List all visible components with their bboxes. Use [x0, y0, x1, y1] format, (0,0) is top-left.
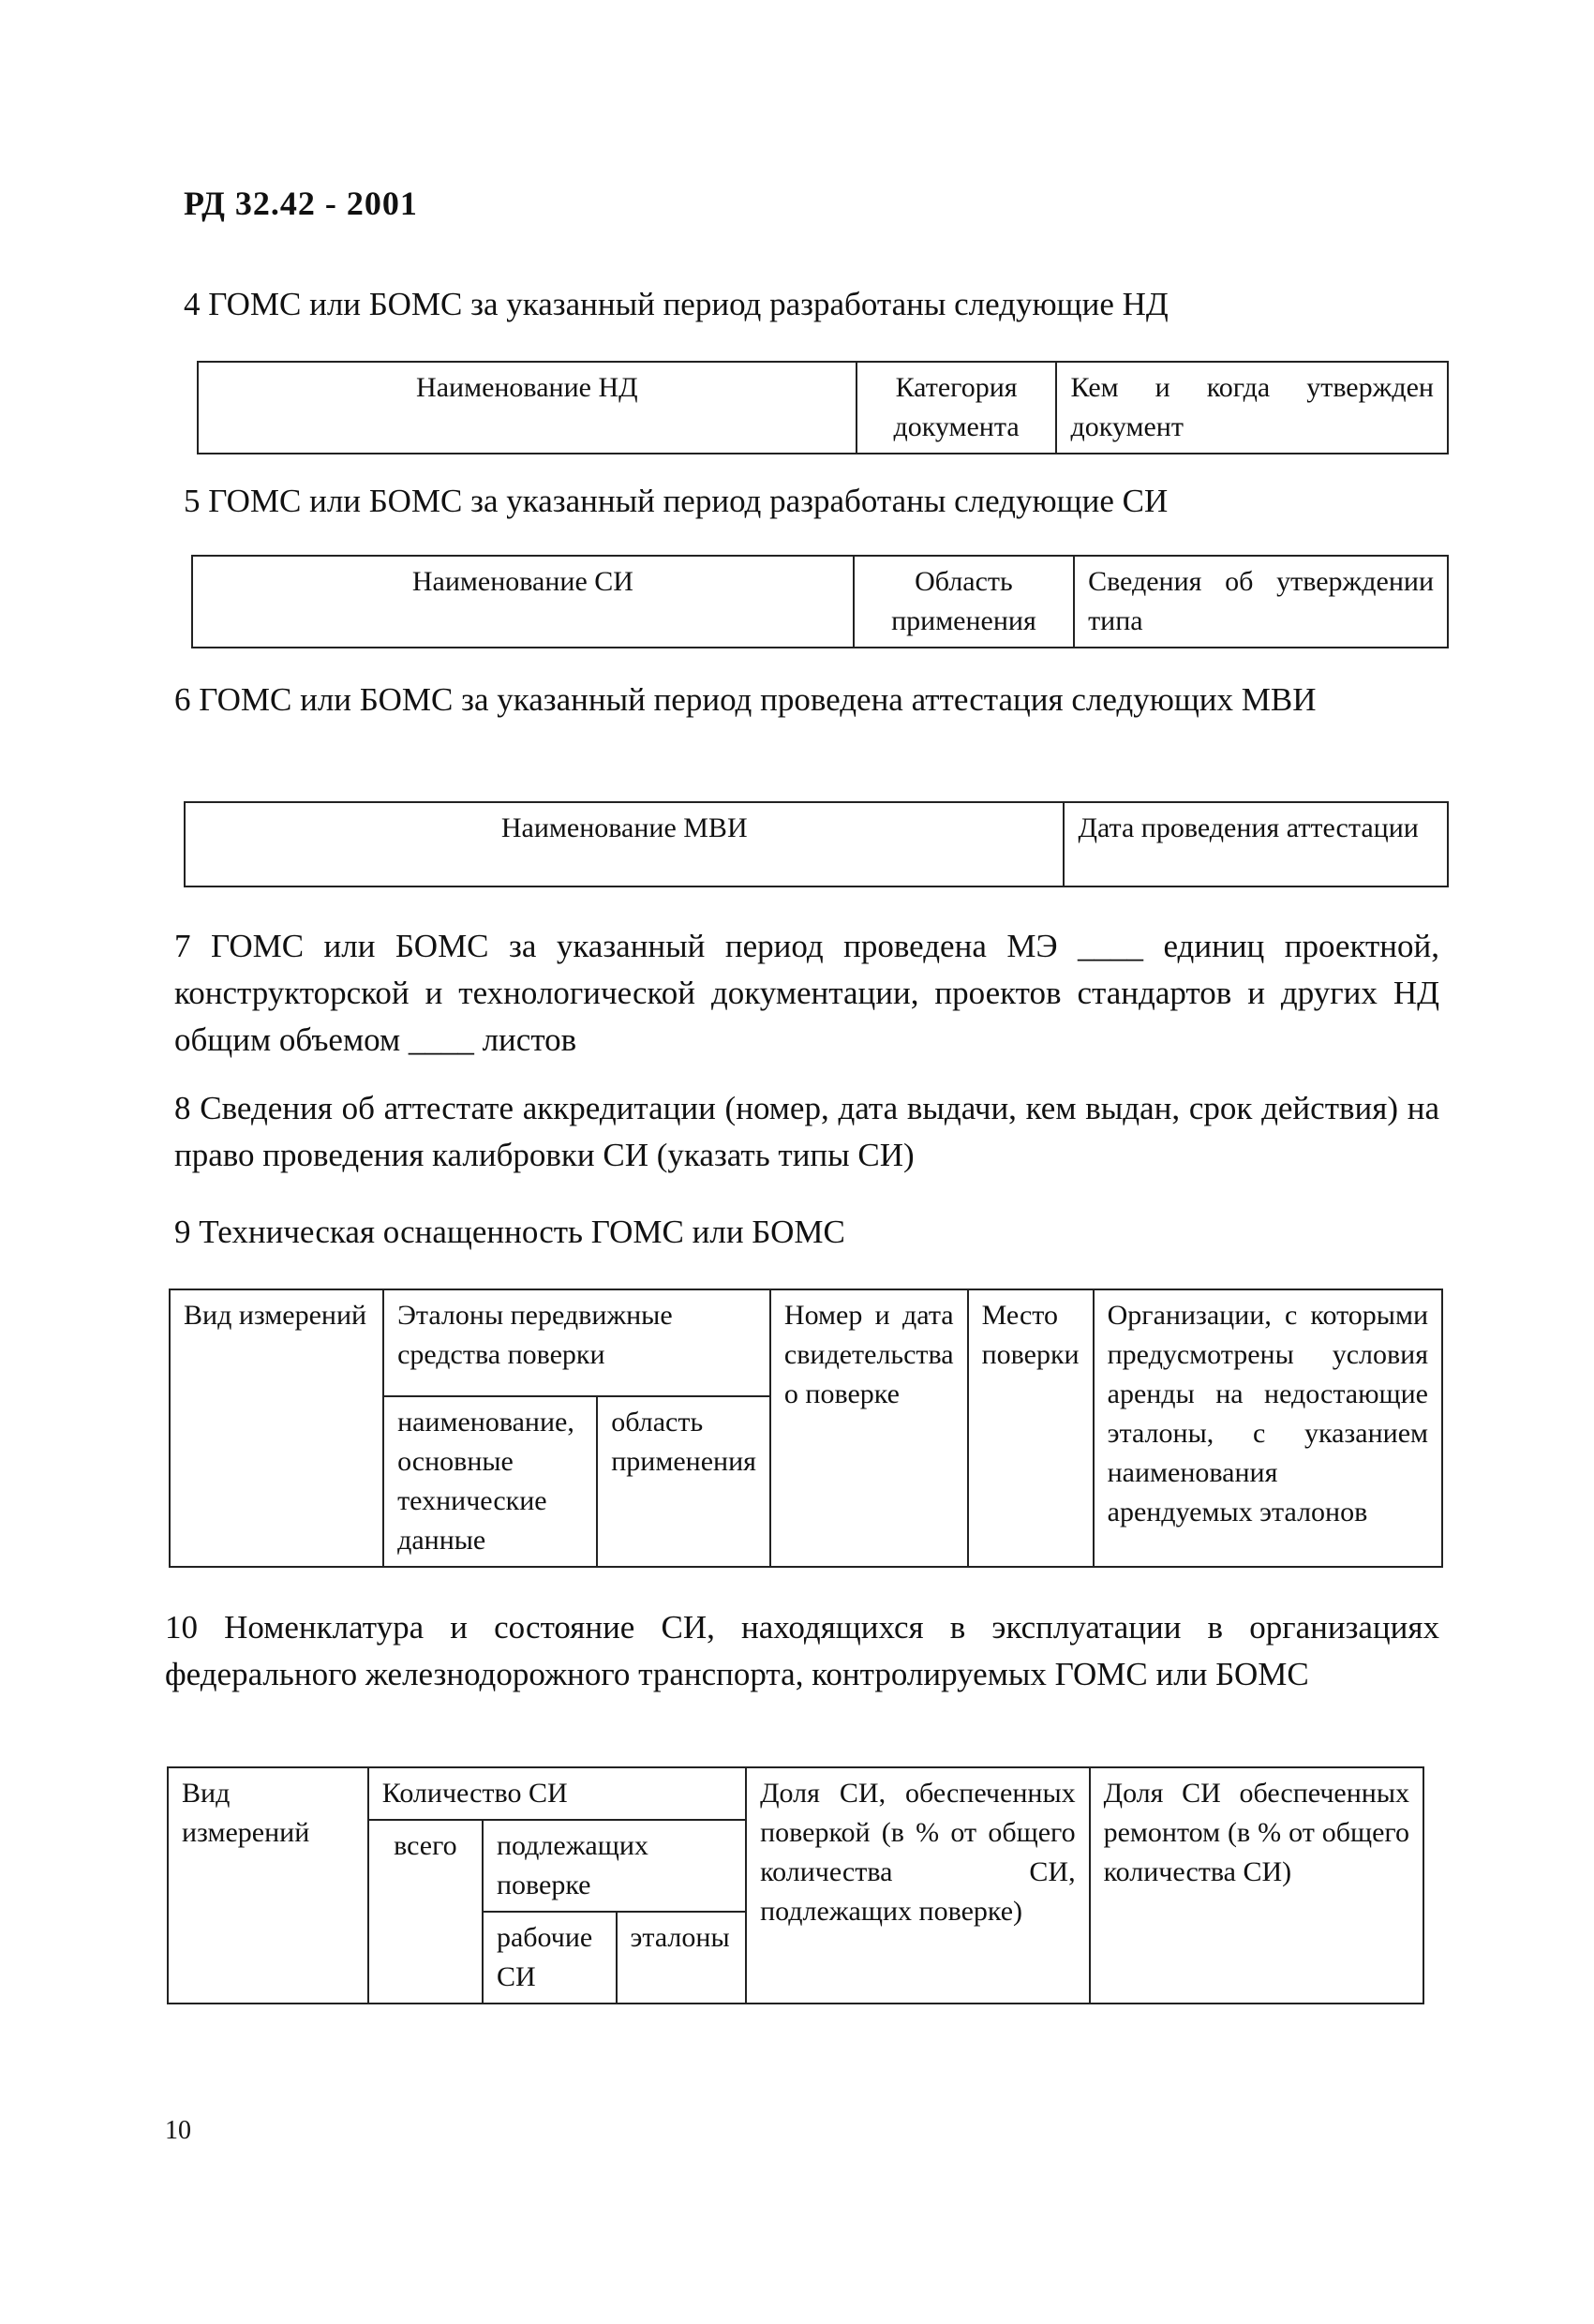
- col-dolya-remont: Доля СИ обеспеченных ремонтом (в % от общего количества СИ): [1090, 1767, 1423, 2004]
- table-row: [192, 556, 1448, 648]
- section-5-text: 5 ГОМС или БОМС за указанный период разработаны следующие СИ: [184, 483, 1169, 519]
- col-vid-izm: Вид измерений: [168, 1767, 368, 2004]
- section-6-text: 6 ГОМС или БОМС за указанный период проведена аттестация следующих МВИ: [174, 681, 1317, 718]
- section-4-text: 4 ГОМС или БОМС за указанный период разработаны следующие НД: [184, 286, 1169, 322]
- col-vsego: всего: [368, 1820, 483, 2004]
- table-row: [198, 362, 1448, 454]
- table-equipment: [169, 1289, 1443, 1568]
- table-row: [185, 802, 1448, 886]
- table-nomenclature: [167, 1766, 1424, 2004]
- col-etalony: Эталоны передвижные средства поверки: [383, 1289, 770, 1396]
- col-org: Организации, с которыми предусмотрены условия аренды на недостающие эталоны, с указанием наименования арендуемых эталонов: [1094, 1289, 1442, 1567]
- col-podlezhaschih: подлежащих поверке: [483, 1820, 746, 1912]
- col-kolichestvo: Количество СИ: [368, 1767, 746, 1820]
- col-area: Область применения: [854, 556, 1074, 648]
- col-name-si: Наименование СИ: [192, 556, 854, 648]
- table-row: [170, 1289, 1442, 1396]
- document-code: РД 32.42 - 2001: [184, 185, 418, 222]
- col-naim: наименование, основные технические данные: [383, 1396, 597, 1567]
- table-row: [168, 1767, 1423, 1820]
- col-dolya-poverka: Доля СИ, обеспеченных поверкой (в % от общего количества СИ, подлежащих поверке): [746, 1767, 1090, 2004]
- col-vid: Вид измерений: [170, 1289, 383, 1567]
- section-10-text: 10 Номенклатура и состояние СИ, находящихся в эксплуатации в организациях федерального железнодорожного транспорта, контролируемых ГОМС или БОМС: [165, 1609, 1439, 1692]
- col-nomer: Номер и дата свидетельства о поверке: [770, 1289, 968, 1567]
- col-category: Категория документа: [857, 362, 1057, 454]
- col-date: Дата проведения аттестации: [1064, 802, 1448, 886]
- section-8-text: 8 Сведения об аттестате аккредитации (номер, дата выдачи, кем выдан, срок действия) на право проведения калибровки СИ (указать типы СИ): [174, 1090, 1439, 1173]
- page-number: 10: [165, 2116, 191, 2145]
- col-name-mvi: Наименование МВИ: [185, 802, 1064, 886]
- col-rabochie: рабочие СИ: [483, 1912, 617, 2004]
- col-mesto: Место поверки: [968, 1289, 1094, 1567]
- table-mvi: [184, 801, 1449, 887]
- table-si: [191, 555, 1449, 648]
- col-type-approval: Сведения об утверждении типа: [1074, 556, 1448, 648]
- table-nd: [197, 361, 1449, 454]
- col-etalony-sub: эталоны: [617, 1912, 747, 2004]
- section-9-text: 9 Техническая оснащенность ГОМС или БОМС: [174, 1214, 845, 1250]
- col-oblast: область применения: [597, 1396, 770, 1567]
- section-7-text: 7 ГОМС или БОМС за указанный период проведена МЭ ____ единиц проектной, конструкторской и технологической документации, проектов стандартов и других НД общим объемом ____ листов: [174, 928, 1439, 1058]
- col-approved: Кем и когда утвержден документ: [1056, 362, 1448, 454]
- col-name-nd: Наименование НД: [198, 362, 857, 454]
